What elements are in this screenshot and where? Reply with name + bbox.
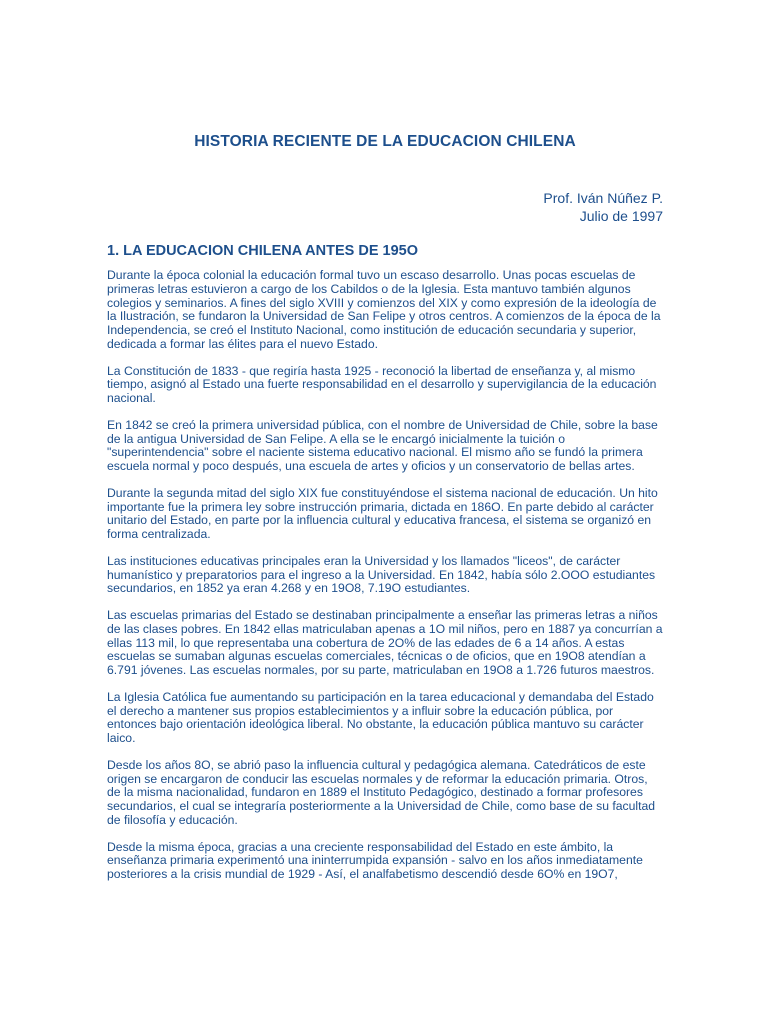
section-heading: 1. LA EDUCACION CHILENA ANTES DE 195O <box>107 243 418 259</box>
paragraph: La Iglesia Católica fue aumentando su participación en la tarea educacional y demandaba del Estado el derecho a mantener sus propios establecimientos y a influir sobre la educación pública, por entonces bajo orientación ideológica liberal. No obstante, la educación pública mantuvo su carácter laico. <box>107 689 654 745</box>
document-page <box>107 133 663 895</box>
paragraph: Las instituciones educativas principales eran la Universidad y los llamados "liceos", de carácter humanístico y preparatorios para el ingreso a la Universidad. En 1842, había sólo 2.OOO estudiantes secundarios, en 1852 ya eran 4.268 y en 19O8, 7.19O estudiantes. <box>107 553 656 596</box>
author-block <box>107 189 663 225</box>
document-date: Julio de 1997 <box>579 208 663 224</box>
paragraph: Durante la segunda mitad del siglo XIX fue constituyéndose el sistema nacional de educación. Un hito importante fue la primera ley sobre instrucción primaria, dictada en 186O. En parte debido al carácter unitario del Estado, en parte por la influencia cultural y educativa francesa, el sistema se organizó en forma centralizada. <box>107 485 658 541</box>
document-title: HISTORIA RECIENTE DE LA EDUCACION CHILENA <box>194 133 576 150</box>
paragraph: Desde los años 8O, se abrió paso la influencia cultural y pedagógica alemana. Catedráticos de este origen se encargaron de conducir las escuelas normales y de reformar la educación primaria. Otros, de la misma nacionalidad, fundaron en 1889 el Instituto Pedagógico, destinado a formar profesores secundarios, el cual se integraría posteriormente a la Universidad de Chile, como base de su facultad de filosofía y educación. <box>107 757 656 827</box>
paragraph: En 1842 se creó la primera universidad pública, con el nombre de Universidad de Chile, sobre la base de la antigua Universidad de San Felipe. A ella se le encargó inicialmente la tuición o "superintendencia" sobre el naciente sistema educativo nacional. El mismo año se fundó la primera escuela normal y poco después, una escuela de artes y oficios y un conservatorio de bellas artes. <box>107 417 658 473</box>
paragraph: Las escuelas primarias del Estado se destinaban principalmente a enseñar las primeras letras a niños de las clases pobres. En 1842 ellas matriculaban apenas a 1O mil niños, pero en 1887 ya concurrían a ellas 113 mil, lo que representaba una cobertura de 2O% de las edades de 6 a 14 años. A estas escuelas se sumaban algunas escuelas comerciales, técnicas o de oficios, que en 19O8 atendían a 6.791 jóvenes. Las escuelas normales, por su parte, matriculaban en 19O8 a 1.726 futuros maestros. <box>107 608 663 677</box>
paragraph: La Constitución de 1833 - que regiría hasta 1925 - reconoció la libertad de enseñanza y, al mismo tiempo, asignó al Estado una fuerte responsabilidad en el desarrollo y supervigilancia de la educación nacional. <box>107 363 657 405</box>
author-name: Prof. Iván Núñez P. <box>543 190 663 206</box>
paragraph: Desde la misma época, gracias a una creciente responsabilidad del Estado en este ámbito, la enseñanza primaria experimentó una ininterrumpida expansión - salvo en los años inmediatamente posteriores a la crisis mundial de 1929 - Así, el analfabetismo descendió desde 6O% en 19O7, <box>107 839 643 881</box>
paragraph: Durante la época colonial la educación formal tuvo un escaso desarrollo. Unas pocas escuelas de primeras letras estuvieron a cargo de los Cabildos o de la Iglesia. Esta mantuvo también algunos colegios y seminarios. A fines del siglo XVIII y comienzos del XIX y como expresión de la ideología de la Ilustración, se fundaron la Universidad de San Felipe y otros centros. A comienzos de la época de la Independencia, se creó el Instituto Nacional, como institución de educación secundaria y superior, dedicada a formar las élites para el nuevo Estado. <box>107 268 661 351</box>
